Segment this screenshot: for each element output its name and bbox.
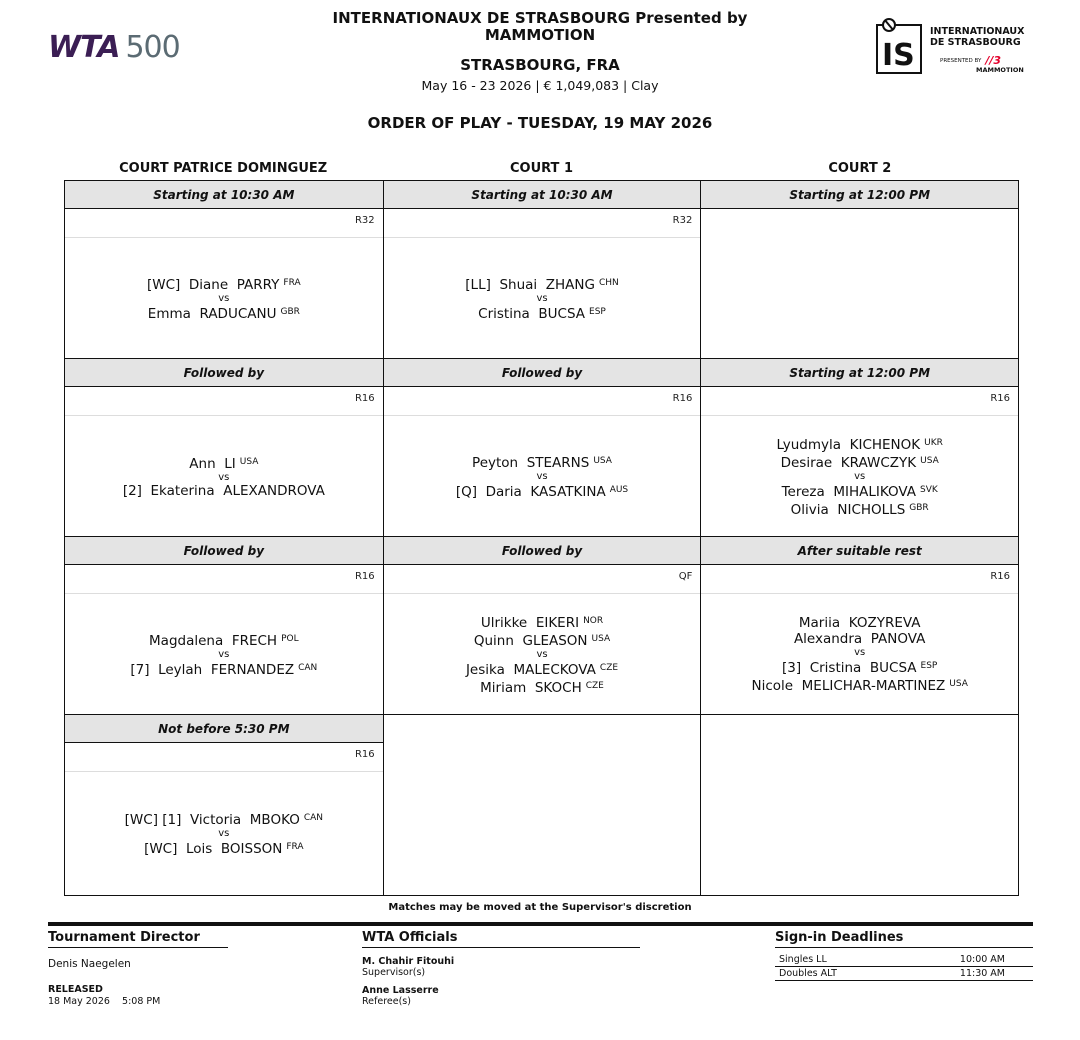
player-nationality: USA: [920, 456, 939, 466]
vs-label: vs: [536, 293, 548, 304]
match: [384, 417, 701, 536]
is-logo-box: [876, 24, 922, 74]
vs-label: vs: [854, 471, 866, 482]
player: [472, 453, 612, 471]
match: [384, 239, 701, 358]
player: [465, 275, 618, 293]
player-nationality: SVK: [919, 485, 938, 495]
slot-start-time: After suitable rest: [701, 537, 1018, 565]
player: [478, 304, 606, 322]
vs-label: vs: [536, 471, 548, 482]
player-name: Ann LI: [189, 456, 236, 472]
player-name: [WC] Diane PARRY: [147, 277, 280, 293]
court-column: [383, 181, 701, 895]
match-slot: [701, 181, 1018, 359]
player-name: Tereza MIHALIKOVA: [781, 484, 916, 500]
wta-logo-text: WTA: [48, 30, 120, 65]
player-name: [WC] Lois BOISSON: [144, 840, 283, 857]
match-slot: [701, 359, 1018, 537]
player: [125, 810, 323, 828]
player-name: [3] Cristina BUCSA: [781, 660, 917, 676]
player-nationality: USA: [593, 456, 612, 466]
match: [65, 773, 383, 893]
official-role: Supervisor(s): [362, 967, 426, 978]
player-name: Lyudmyla KICHENOK: [776, 437, 921, 453]
player-nationality: CZE: [599, 663, 619, 673]
player-nationality: CHN: [598, 278, 619, 288]
match-slot: [384, 537, 701, 715]
match-slot: [384, 181, 701, 359]
signin-label: Singles LL: [779, 954, 827, 965]
match-body: [701, 565, 1018, 714]
match: [701, 417, 1018, 536]
player-nationality: AUS: [609, 485, 629, 495]
player: [474, 631, 610, 649]
player: [776, 435, 942, 453]
round-label: R16: [672, 393, 693, 404]
player-nationality: FRA: [283, 278, 301, 288]
vs-label: vs: [854, 647, 866, 658]
player-name: Olivia NICHOLLS: [790, 502, 906, 518]
wta-500-logo: [48, 30, 180, 65]
official-name: Anne Lasserre: [362, 985, 439, 996]
round-divider: [65, 237, 383, 238]
player-name: Emma RADUCANU: [147, 306, 277, 322]
round-label: R16: [990, 393, 1011, 404]
match-body: [65, 387, 383, 536]
match-body: [384, 209, 701, 358]
player: [456, 482, 628, 500]
player: [480, 678, 604, 696]
match: [384, 595, 701, 714]
court-column: [65, 181, 383, 895]
round-divider: [384, 415, 701, 416]
player-nationality: CZE: [585, 681, 604, 691]
player: [147, 275, 301, 293]
official-name: M. Chahir Fitouhi: [362, 956, 455, 967]
player-nationality: USA: [949, 679, 968, 689]
player-name: Miriam SKOCH: [480, 680, 582, 696]
player: [481, 613, 603, 631]
official-role: Referee(s): [362, 996, 411, 1007]
director-name: Denis Naegelen: [48, 958, 131, 970]
empty-slot: [384, 715, 701, 893]
match-body: [384, 565, 701, 714]
player: [782, 482, 938, 500]
match: [65, 239, 383, 358]
tournament-header: [300, 10, 780, 93]
is-logo-name: INTERNATIONAUX DE STRASBOURG: [930, 26, 1025, 48]
match-body: [384, 387, 701, 536]
player-name: Ulrikke EIKERI: [480, 615, 580, 631]
slot-start-time: Starting at 12:00 PM: [701, 181, 1018, 209]
player-name: [2] Ekaterina ALEXANDROVA: [122, 483, 325, 499]
slot-start-time: Starting at 10:30 AM: [384, 181, 701, 209]
vs-label: vs: [536, 649, 548, 660]
player-nationality: ESP: [589, 307, 606, 317]
player: [130, 660, 317, 678]
match-slot: [384, 359, 701, 537]
signin-row: [775, 953, 1033, 967]
player-nationality: ESP: [920, 661, 938, 671]
slot-start-time: Starting at 12:00 PM: [701, 359, 1018, 387]
slot-start-time: Followed by: [65, 537, 383, 565]
match-slot: [65, 537, 383, 715]
player-name: Quinn GLEASON: [473, 633, 588, 649]
player: [189, 454, 258, 472]
slot-start-time: Followed by: [384, 537, 701, 565]
player: [782, 658, 937, 676]
player-name: Jesika MALECKOVA: [465, 662, 596, 678]
signin-table: [775, 953, 1033, 981]
player-name: Mariia KOZYREVA: [798, 615, 921, 631]
court-headers: [64, 158, 1019, 180]
round-divider: [65, 593, 383, 594]
player-name: Peyton STEARNS: [472, 455, 590, 471]
released-label: RELEASED: [48, 984, 103, 995]
round-divider: [384, 593, 701, 594]
court-header: COURT 2: [828, 161, 892, 176]
wta-officials-section: [362, 930, 640, 1007]
player-name: [LL] Shuai ZHANG: [465, 277, 595, 293]
player: [781, 453, 939, 471]
player-name: [WC] [1] Victoria MBOKO: [124, 811, 300, 828]
is-logo-sponsor: MAMMOTION: [976, 66, 1024, 74]
player: [123, 483, 325, 499]
round-label: R16: [354, 749, 375, 760]
player-nationality: GBR: [909, 503, 929, 513]
slot-start-time: Followed by: [384, 359, 701, 387]
player-name: Alexandra PANOVA: [793, 631, 926, 647]
player: [791, 500, 929, 518]
round-divider: [65, 771, 383, 772]
round-label: R16: [354, 393, 375, 404]
vs-label: vs: [218, 827, 230, 839]
player: [794, 631, 925, 647]
player: [144, 839, 304, 857]
tournament-director-section: [48, 930, 228, 1007]
wta-logo-level: 500: [125, 30, 180, 65]
player-name: Desirae KRAWCZYK: [780, 455, 917, 471]
player: [149, 631, 299, 649]
court-column: [700, 181, 1018, 895]
match-body: [65, 565, 383, 714]
order-of-play-grid: [64, 158, 1019, 896]
round-label: R16: [990, 571, 1011, 582]
player-nationality: CAN: [303, 812, 324, 823]
match-body: [65, 209, 383, 358]
director-title: Tournament Director: [48, 930, 228, 948]
disclaimer: Matches may be moved at the Supervisor's discretion: [388, 902, 692, 913]
match: [65, 595, 383, 714]
signin-deadlines-section: [775, 930, 1033, 981]
match: [701, 595, 1018, 714]
round-label: R32: [354, 215, 375, 226]
player-name: [7] Leylah FERNANDEZ: [130, 662, 295, 678]
player: [148, 304, 300, 322]
tournament-info: May 16 - 23 2026 | € 1,049,083 | Clay: [421, 78, 659, 93]
player-name: [Q] Daria KASATKINA: [455, 484, 606, 500]
slot-start-time: Not before 5:30 PM: [65, 715, 383, 743]
is-logo-letters: IS: [882, 38, 915, 73]
match-slot: [65, 359, 383, 537]
player: [466, 660, 618, 678]
slot-start-time: Starting at 10:30 AM: [65, 181, 383, 209]
round-divider: [701, 593, 1018, 594]
player-nationality: POL: [281, 634, 299, 644]
order-of-play-title: ORDER OF PLAY - TUESDAY, 19 MAY 2026: [367, 114, 713, 132]
match-body: [701, 209, 1018, 358]
player-nationality: UKR: [924, 438, 943, 448]
match-slot: [65, 715, 383, 893]
officials-title: WTA Officials: [362, 930, 640, 948]
player-nationality: CAN: [298, 663, 318, 673]
round-label: R32: [672, 215, 693, 226]
court-columns: [64, 180, 1019, 896]
round-divider: [701, 415, 1018, 416]
tournament-title: INTERNATIONAUX DE STRASBOURG Presented by MAMMOTION: [332, 9, 748, 44]
vs-label: vs: [218, 472, 230, 483]
player-nationality: USA: [239, 457, 259, 467]
round-label: QF: [678, 571, 693, 582]
is-logo-presented: PRESENTED BY //3: [940, 54, 1002, 67]
player-name: Magdalena FRECH: [149, 633, 278, 649]
court-header: COURT 1: [509, 161, 573, 176]
court-header: COURT PATRICE DOMINGUEZ: [119, 161, 328, 176]
player: [751, 676, 967, 694]
signin-time: 11:30 AM: [959, 968, 1005, 979]
player-name: Nicole MELICHAR-MARTINEZ: [751, 678, 946, 694]
tennis-ball-icon: [882, 18, 896, 32]
empty-slot: [701, 715, 1018, 893]
player: [799, 615, 921, 631]
vs-label: vs: [218, 293, 230, 304]
vs-label: vs: [218, 649, 230, 660]
signin-row: [775, 967, 1033, 981]
round-divider: [384, 237, 701, 238]
player-nationality: GBR: [280, 307, 300, 317]
player-nationality: NOR: [583, 616, 604, 626]
tournament-location: STRASBOURG, FRA: [460, 56, 620, 74]
internationaux-strasbourg-logo: [876, 20, 1036, 80]
released-value: 18 May 2026 5:08 PM: [48, 996, 161, 1007]
footer-divider: [48, 922, 1033, 926]
signin-label: Doubles ALT: [779, 968, 837, 979]
slot-start-time: Followed by: [65, 359, 383, 387]
signin-title: Sign-in Deadlines: [775, 930, 1033, 948]
match-body: [65, 743, 383, 893]
match-slot: [65, 181, 383, 359]
match: [65, 417, 383, 536]
round-label: R16: [354, 571, 375, 582]
player-name: Cristina BUCSA: [478, 306, 586, 322]
player-nationality: FRA: [286, 841, 304, 852]
round-divider: [65, 415, 383, 416]
match-body: [701, 387, 1018, 536]
player-nationality: USA: [591, 634, 611, 644]
match-slot: [701, 537, 1018, 715]
signin-time: 10:00 AM: [959, 954, 1005, 965]
mammotion-mark-icon: //3: [985, 54, 1002, 67]
